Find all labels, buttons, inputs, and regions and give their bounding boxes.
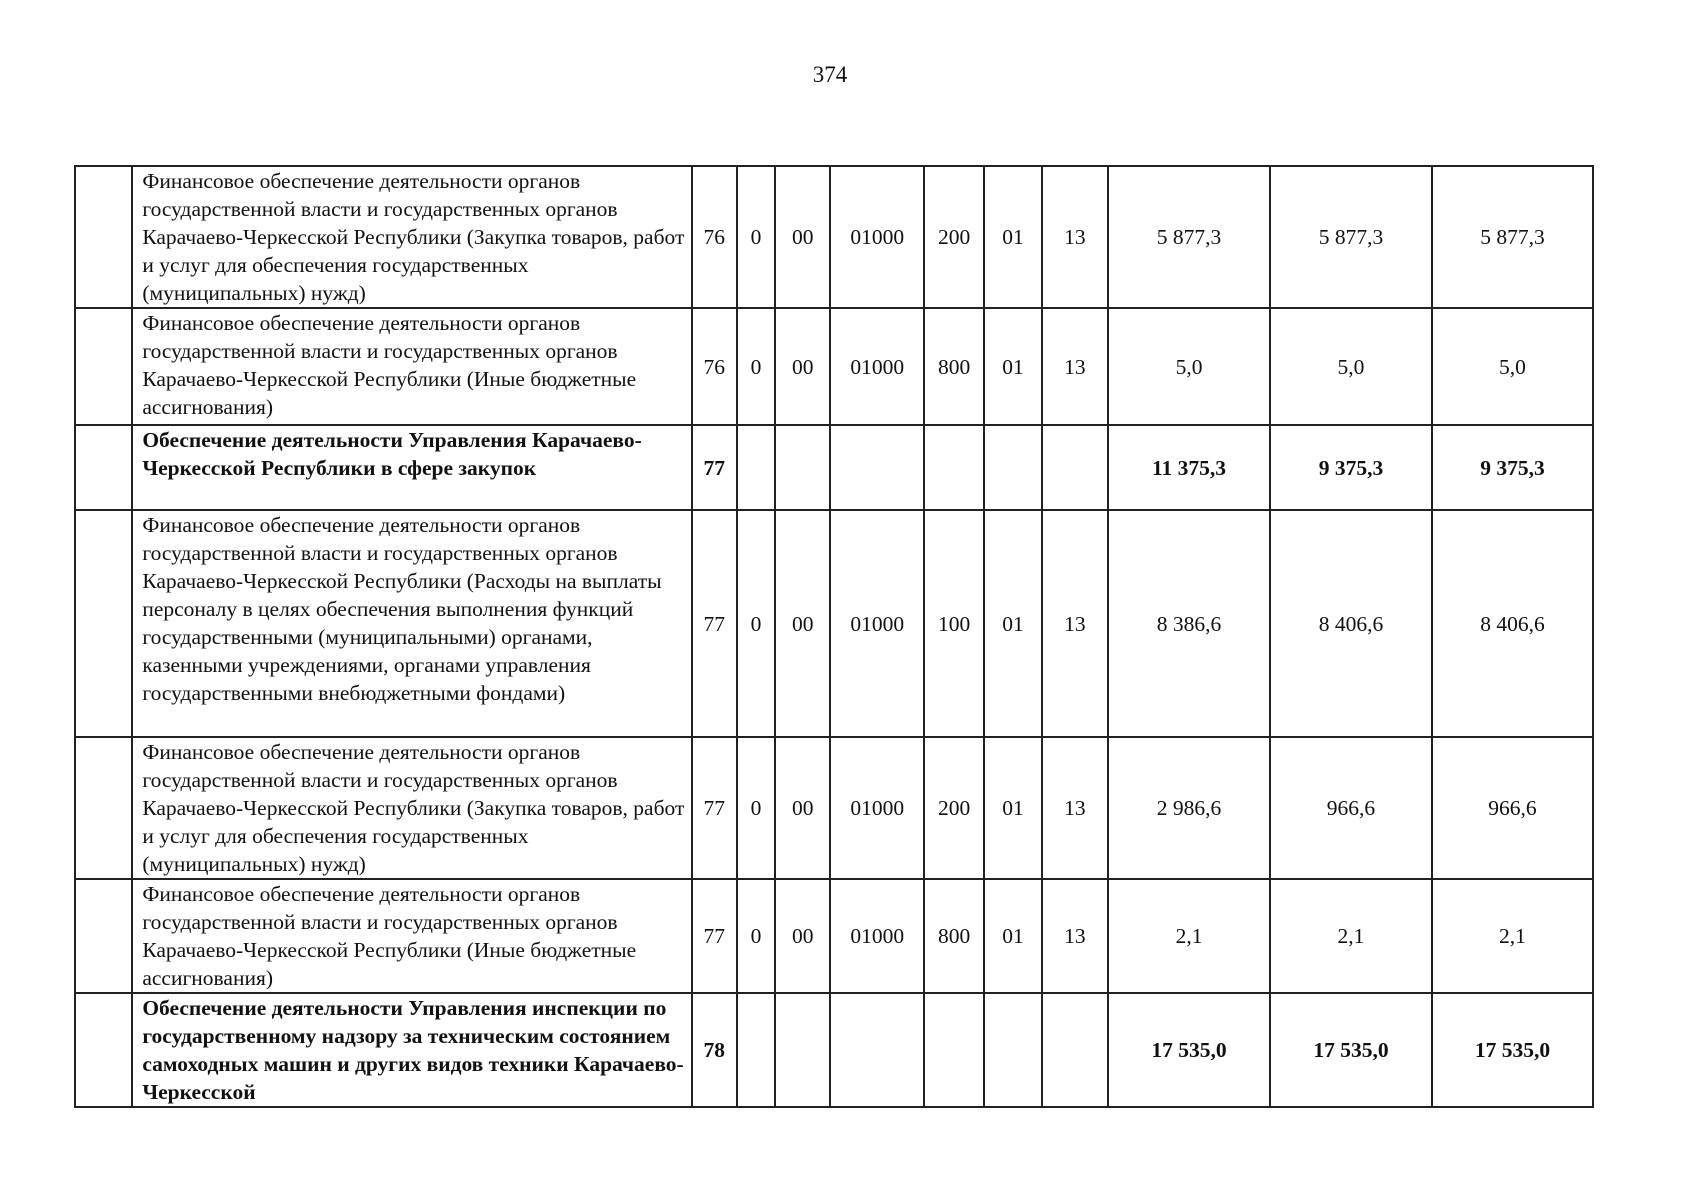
row-number-cell xyxy=(75,425,132,510)
table-row xyxy=(75,510,1593,737)
subprogram-code-cell: 00 xyxy=(775,737,830,879)
program-code-cell: 0 xyxy=(737,510,775,737)
direction-code-cell: 01000 xyxy=(830,737,924,879)
table-row xyxy=(75,308,1593,425)
direction-code-cell: 01000 xyxy=(830,166,924,308)
section-cell: 01 xyxy=(984,879,1041,993)
amount-year3-cell: 5,0 xyxy=(1432,308,1593,425)
amount-year1-cell: 17 535,0 xyxy=(1108,993,1270,1107)
subprogram-code-cell: 00 xyxy=(775,308,830,425)
grbs-cell: 77 xyxy=(692,879,737,993)
program-code-cell xyxy=(737,993,775,1107)
section-cell: 01 xyxy=(984,308,1041,425)
amount-year2-cell: 5,0 xyxy=(1270,308,1432,425)
subsection-cell: 13 xyxy=(1042,166,1108,308)
amount-year2-cell: 966,6 xyxy=(1270,737,1432,879)
amount-year2-cell: 2,1 xyxy=(1270,879,1432,993)
subprogram-code-cell xyxy=(775,425,830,510)
amount-year1-cell: 8 386,6 xyxy=(1108,510,1270,737)
amount-year2-cell: 8 406,6 xyxy=(1270,510,1432,737)
row-name-cell: Финансовое обеспечение деятельности органов государственной власти и государственных органов Карачаево-Черкесской Республики (Иные бюджетные ассигнования) xyxy=(132,308,691,425)
amount-year3-cell: 8 406,6 xyxy=(1432,510,1593,737)
row-name-cell: Финансовое обеспечение деятельности органов государственной власти и государственных органов Карачаево-Черкесской Республики (Закупка товаров, работ и услуг для обеспечения государственных (муниципальных) нужд) xyxy=(132,737,691,879)
amount-year3-cell: 966,6 xyxy=(1432,737,1593,879)
section-cell xyxy=(984,993,1041,1107)
amount-year2-cell: 17 535,0 xyxy=(1270,993,1432,1107)
expense-type-cell: 800 xyxy=(924,308,984,425)
grbs-cell: 78 xyxy=(692,993,737,1107)
expense-type-cell xyxy=(924,425,984,510)
table-row xyxy=(75,879,1593,993)
grbs-cell: 76 xyxy=(692,308,737,425)
row-number-cell xyxy=(75,737,132,879)
budget-table xyxy=(74,165,1594,1108)
section-cell: 01 xyxy=(984,737,1041,879)
amount-year3-cell: 2,1 xyxy=(1432,879,1593,993)
direction-code-cell: 01000 xyxy=(830,308,924,425)
subsection-cell: 13 xyxy=(1042,879,1108,993)
table-row xyxy=(75,166,1593,308)
subprogram-code-cell xyxy=(775,993,830,1107)
subsection-cell xyxy=(1042,993,1108,1107)
expense-type-cell: 800 xyxy=(924,879,984,993)
row-name-cell: Обеспечение деятельности Управления инспекции по государственному надзору за техническим состоянием самоходных машин и других видов техники Карачаево-Черкесской xyxy=(132,993,691,1107)
amount-year2-cell: 5 877,3 xyxy=(1270,166,1432,308)
amount-year1-cell: 2,1 xyxy=(1108,879,1270,993)
amount-year3-cell: 17 535,0 xyxy=(1432,993,1593,1107)
subsection-cell: 13 xyxy=(1042,308,1108,425)
amount-year2-cell: 9 375,3 xyxy=(1270,425,1432,510)
row-name-cell: Финансовое обеспечение деятельности органов государственной власти и государственных органов Карачаево-Черкесской Республики (Иные бюджетные ассигнования) xyxy=(132,879,691,993)
subprogram-code-cell: 00 xyxy=(775,510,830,737)
direction-code-cell xyxy=(830,425,924,510)
expense-type-cell: 100 xyxy=(924,510,984,737)
row-number-cell xyxy=(75,993,132,1107)
grbs-cell: 76 xyxy=(692,166,737,308)
section-cell xyxy=(984,425,1041,510)
direction-code-cell: 01000 xyxy=(830,879,924,993)
direction-code-cell xyxy=(830,993,924,1107)
row-number-cell xyxy=(75,879,132,993)
expense-type-cell: 200 xyxy=(924,737,984,879)
row-number-cell xyxy=(75,308,132,425)
page-number: 374 xyxy=(812,62,848,87)
subsection-cell xyxy=(1042,425,1108,510)
direction-code-cell: 01000 xyxy=(830,510,924,737)
amount-year1-cell: 11 375,3 xyxy=(1108,425,1270,510)
amount-year3-cell: 5 877,3 xyxy=(1432,166,1593,308)
row-number-cell xyxy=(75,510,132,737)
table-row xyxy=(75,425,1593,510)
program-code-cell: 0 xyxy=(737,879,775,993)
amount-year1-cell: 5,0 xyxy=(1108,308,1270,425)
row-name-cell: Финансовое обеспечение деятельности органов государственной власти и государственных органов Карачаево-Черкесской Республики (Закупка товаров, работ и услуг для обеспечения государственных (муниципальных) нужд) xyxy=(132,166,691,308)
expense-type-cell xyxy=(924,993,984,1107)
subsection-cell: 13 xyxy=(1042,510,1108,737)
grbs-cell: 77 xyxy=(692,510,737,737)
program-code-cell xyxy=(737,425,775,510)
amount-year1-cell: 5 877,3 xyxy=(1108,166,1270,308)
grbs-cell: 77 xyxy=(692,737,737,879)
expense-type-cell: 200 xyxy=(924,166,984,308)
program-code-cell: 0 xyxy=(737,166,775,308)
amount-year3-cell: 9 375,3 xyxy=(1432,425,1593,510)
subprogram-code-cell: 00 xyxy=(775,166,830,308)
grbs-cell: 77 xyxy=(692,425,737,510)
subsection-cell: 13 xyxy=(1042,737,1108,879)
row-name-cell: Финансовое обеспечение деятельности органов государственной власти и государственных органов Карачаево-Черкесской Республики (Расходы на выплаты персоналу в целях обеспечения выполнения функций государственными (муниципальными) органами, казенными учреждениями, органами управления государственными внебюджетными фондами) xyxy=(132,510,691,737)
program-code-cell: 0 xyxy=(737,308,775,425)
row-number-cell xyxy=(75,166,132,308)
amount-year1-cell: 2 986,6 xyxy=(1108,737,1270,879)
section-cell: 01 xyxy=(984,166,1041,308)
subprogram-code-cell: 00 xyxy=(775,879,830,993)
program-code-cell: 0 xyxy=(737,737,775,879)
section-cell: 01 xyxy=(984,510,1041,737)
table-row xyxy=(75,993,1593,1107)
row-name-cell: Обеспечение деятельности Управления Карачаево-Черкесской Республики в сфере закупок xyxy=(132,425,691,510)
table-row xyxy=(75,737,1593,879)
